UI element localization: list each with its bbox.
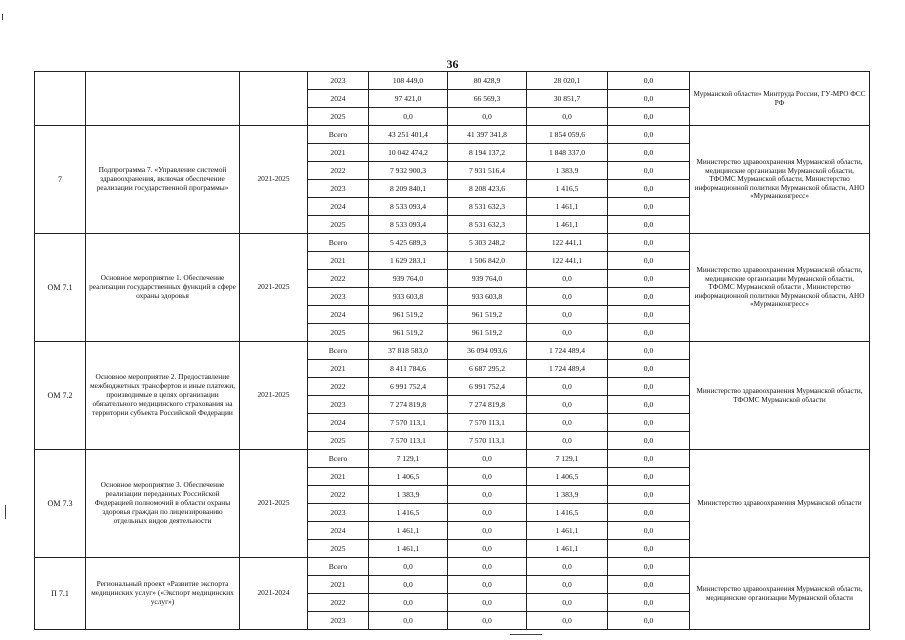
amount-cell-regional: 66 569,3	[448, 90, 527, 108]
year-cell: 2023	[308, 180, 369, 198]
year-cell: 2022	[308, 162, 369, 180]
amount-cell-total: 1 416,5	[369, 504, 448, 522]
year-cell: 2025	[308, 540, 369, 558]
amount-cell-total: 0,0	[369, 576, 448, 594]
year-cell: Всего	[308, 234, 369, 252]
amount-cell-total: 8 533 093,4	[369, 198, 448, 216]
amount-cell-regional: 5 303 248,2	[448, 234, 527, 252]
year-cell: 2023	[308, 288, 369, 306]
amount-cell-other: 0,0	[608, 198, 690, 216]
amount-cell-regional: 7 570 113,1	[448, 414, 527, 432]
year-cell: Всего	[308, 126, 369, 144]
year-cell: 2023	[308, 396, 369, 414]
amount-cell-regional: 0,0	[448, 468, 527, 486]
amount-cell-other: 0,0	[608, 342, 690, 360]
amount-cell-federal: 1 383,9	[527, 486, 608, 504]
amount-cell-federal: 0,0	[527, 414, 608, 432]
amount-cell-total: 8 533 093,4	[369, 216, 448, 234]
amount-cell-federal: 0,0	[527, 108, 608, 126]
measure-name: Подпрограмма 7. «Управление системой здравоохранения, включая обеспечение реализации государственной программы»	[86, 126, 240, 234]
amount-cell-other: 0,0	[608, 558, 690, 576]
year-cell: 2024	[308, 90, 369, 108]
amount-cell-federal: 1 406,5	[527, 468, 608, 486]
amount-cell-federal: 0,0	[527, 576, 608, 594]
year-cell: 2024	[308, 198, 369, 216]
year-cell: 2025	[308, 432, 369, 450]
amount-cell-regional: 6 991 752,4	[448, 378, 527, 396]
year-cell: 2022	[308, 594, 369, 612]
year-cell: 2021	[308, 468, 369, 486]
amount-cell-total: 961 519,2	[369, 306, 448, 324]
executors: Министерство здравоохранения Мурманской области, ТФОМС Мурманской области	[690, 342, 870, 450]
amount-cell-total: 108 449,0	[369, 72, 448, 90]
amount-cell-regional: 961 519,2	[448, 306, 527, 324]
amount-cell-federal: 0,0	[527, 558, 608, 576]
year-cell: 2022	[308, 486, 369, 504]
amount-cell-regional: 0,0	[448, 612, 527, 630]
table-row	[35, 72, 870, 90]
amount-cell-total: 1 383,9	[369, 486, 448, 504]
amount-cell-federal: 0,0	[527, 378, 608, 396]
year-cell: Всего	[308, 450, 369, 468]
implementation-period: 2021-2024	[240, 558, 308, 630]
measure-number: ОМ 7.3	[35, 450, 86, 558]
amount-cell-federal: 0,0	[527, 270, 608, 288]
amount-cell-other: 0,0	[608, 234, 690, 252]
year-cell: 2021	[308, 576, 369, 594]
executors: Министерство здравоохранения Мурманской области, медицинские организации Мурманской области, ТФОМС Мурманской области, Министерство информационной политики Мурманской области, АНО «Мурманконгресс»	[690, 126, 870, 234]
executors: Мурманской области» Минтруда России, ГУ-МРО ФСС РФ	[690, 72, 870, 126]
amount-cell-total: 1 406,5	[369, 468, 448, 486]
amount-cell-regional: 36 094 093,6	[448, 342, 527, 360]
table-row	[35, 234, 870, 252]
amount-cell-federal: 1 416,5	[527, 180, 608, 198]
amount-cell-other: 0,0	[608, 252, 690, 270]
amount-cell-federal: 1 461,1	[527, 198, 608, 216]
page-number: 36	[446, 57, 459, 71]
amount-cell-regional: 0,0	[448, 450, 527, 468]
year-cell: 2025	[308, 216, 369, 234]
amount-cell-total: 43 251 401,4	[369, 126, 448, 144]
amount-cell-other: 0,0	[608, 90, 690, 108]
year-cell: 2025	[308, 108, 369, 126]
amount-cell-other: 0,0	[608, 306, 690, 324]
amount-cell-other: 0,0	[608, 504, 690, 522]
amount-cell-regional: 7 274 819,8	[448, 396, 527, 414]
amount-cell-other: 0,0	[608, 360, 690, 378]
table-row	[35, 342, 870, 360]
amount-cell-total: 8 209 840,1	[369, 180, 448, 198]
measure-name: Региональный проект «Развитие экспорта медицинских услуг» («Экспорт медицинских услуг»)	[86, 558, 240, 630]
amount-cell-regional: 0,0	[448, 504, 527, 522]
funding-table	[34, 71, 870, 630]
amount-cell-other: 0,0	[608, 144, 690, 162]
amount-cell-total: 7 570 113,1	[369, 414, 448, 432]
scan-mark-top-left	[2, 14, 3, 20]
year-cell: 2024	[308, 414, 369, 432]
amount-cell-federal: 0,0	[527, 432, 608, 450]
amount-cell-regional: 80 428,9	[448, 72, 527, 90]
amount-cell-total: 10 042 474,2	[369, 144, 448, 162]
amount-cell-other: 0,0	[608, 522, 690, 540]
implementation-period: 2021-2025	[240, 342, 308, 450]
amount-cell-federal: 0,0	[527, 306, 608, 324]
amount-cell-regional: 8 531 632,3	[448, 216, 527, 234]
year-cell: Всего	[308, 342, 369, 360]
amount-cell-regional: 961 519,2	[448, 324, 527, 342]
amount-cell-regional: 0,0	[448, 594, 527, 612]
amount-cell-total: 1 461,1	[369, 522, 448, 540]
amount-cell-total: 8 411 784,6	[369, 360, 448, 378]
year-cell: 2023	[308, 612, 369, 630]
amount-cell-regional: 8 531 632,3	[448, 198, 527, 216]
amount-cell-other: 0,0	[608, 162, 690, 180]
amount-cell-other: 0,0	[608, 72, 690, 90]
scan-mark-left	[5, 505, 6, 519]
amount-cell-total: 7 932 900,3	[369, 162, 448, 180]
amount-cell-total: 1 629 283,1	[369, 252, 448, 270]
amount-cell-total: 7 274 819,8	[369, 396, 448, 414]
amount-cell-other: 0,0	[608, 126, 690, 144]
executors: Министерство здравоохранения Мурманской области, медицинские организации Мурманской области	[690, 558, 870, 630]
amount-cell-regional: 933 603,8	[448, 288, 527, 306]
amount-cell-other: 0,0	[608, 486, 690, 504]
amount-cell-federal: 0,0	[527, 288, 608, 306]
amount-cell-other: 0,0	[608, 576, 690, 594]
amount-cell-total: 7 129,1	[369, 450, 448, 468]
amount-cell-federal: 1 416,5	[527, 504, 608, 522]
amount-cell-federal: 1 724 489,4	[527, 360, 608, 378]
amount-cell-regional: 0,0	[448, 540, 527, 558]
amount-cell-federal: 1 848 337,0	[527, 144, 608, 162]
amount-cell-regional: 8 194 137,2	[448, 144, 527, 162]
amount-cell-federal: 1 724 489,4	[527, 342, 608, 360]
amount-cell-regional: 0,0	[448, 108, 527, 126]
implementation-period: 2021-2025	[240, 234, 308, 342]
amount-cell-federal: 0,0	[527, 396, 608, 414]
amount-cell-other: 0,0	[608, 378, 690, 396]
scan-mark-bottom	[510, 634, 542, 635]
amount-cell-total: 97 421,0	[369, 90, 448, 108]
table-row	[35, 126, 870, 144]
measure-name	[86, 72, 240, 126]
measure-number: 7	[35, 126, 86, 234]
year-cell: 2024	[308, 522, 369, 540]
executors: Министерство здравоохранения Мурманской области	[690, 450, 870, 558]
amount-cell-federal: 28 020,1	[527, 72, 608, 90]
amount-cell-total: 7 570 113,1	[369, 432, 448, 450]
amount-cell-total: 961 519,2	[369, 324, 448, 342]
measure-number	[35, 72, 86, 126]
year-cell: Всего	[308, 558, 369, 576]
amount-cell-regional: 0,0	[448, 576, 527, 594]
amount-cell-other: 0,0	[608, 396, 690, 414]
amount-cell-total: 0,0	[369, 594, 448, 612]
funding-table-body	[35, 72, 870, 630]
measure-name: Основное мероприятие 2. Предоставление межбюджетных трансфертов и иные платежи, производимые в целях организации обязательного медицинского страхования на территории субъекта Российской Федерации	[86, 342, 240, 450]
amount-cell-total: 6 991 752,4	[369, 378, 448, 396]
implementation-period: 2021-2025	[240, 126, 308, 234]
amount-cell-other: 0,0	[608, 432, 690, 450]
amount-cell-other: 0,0	[608, 468, 690, 486]
year-cell: 2023	[308, 72, 369, 90]
amount-cell-regional: 7 931 516,4	[448, 162, 527, 180]
year-cell: 2021	[308, 144, 369, 162]
year-cell: 2022	[308, 378, 369, 396]
amount-cell-total: 933 603,8	[369, 288, 448, 306]
amount-cell-total: 0,0	[369, 558, 448, 576]
amount-cell-other: 0,0	[608, 270, 690, 288]
amount-cell-federal: 0,0	[527, 612, 608, 630]
amount-cell-federal: 1 461,1	[527, 540, 608, 558]
amount-cell-total: 1 461,1	[369, 540, 448, 558]
amount-cell-total: 0,0	[369, 108, 448, 126]
amount-cell-other: 0,0	[608, 594, 690, 612]
amount-cell-regional: 7 570 113,1	[448, 432, 527, 450]
amount-cell-other: 0,0	[608, 414, 690, 432]
amount-cell-regional: 6 687 295,2	[448, 360, 527, 378]
measure-number: ОМ 7.2	[35, 342, 86, 450]
amount-cell-other: 0,0	[608, 450, 690, 468]
year-cell: 2024	[308, 306, 369, 324]
implementation-period	[240, 72, 308, 126]
amount-cell-total: 5 425 689,3	[369, 234, 448, 252]
amount-cell-regional: 8 208 423,6	[448, 180, 527, 198]
amount-cell-regional: 0,0	[448, 486, 527, 504]
amount-cell-other: 0,0	[608, 288, 690, 306]
amount-cell-federal: 7 129,1	[527, 450, 608, 468]
table-row	[35, 558, 870, 576]
measure-name: Основное мероприятие 1. Обеспечение реализации государственных функций в сфере охраны здоровья	[86, 234, 240, 342]
amount-cell-federal: 1 461,1	[527, 522, 608, 540]
amount-cell-regional: 1 506 842,0	[448, 252, 527, 270]
year-cell: 2022	[308, 270, 369, 288]
year-cell: 2021	[308, 360, 369, 378]
amount-cell-other: 0,0	[608, 108, 690, 126]
year-cell: 2023	[308, 504, 369, 522]
implementation-period: 2021-2025	[240, 450, 308, 558]
executors: Министерство здравоохранения Мурманской области, медицинские организации Мурманской области, ТФОМС Мурманской области , Министерство информационной политики Мурманской области, АНО «Мурманконгресс»	[690, 234, 870, 342]
amount-cell-regional: 41 397 341,8	[448, 126, 527, 144]
amount-cell-other: 0,0	[608, 612, 690, 630]
amount-cell-regional: 0,0	[448, 522, 527, 540]
amount-cell-federal: 0,0	[527, 324, 608, 342]
amount-cell-federal: 0,0	[527, 594, 608, 612]
amount-cell-federal: 1 383,9	[527, 162, 608, 180]
amount-cell-other: 0,0	[608, 180, 690, 198]
amount-cell-total: 939 764,0	[369, 270, 448, 288]
amount-cell-federal: 30 851,7	[527, 90, 608, 108]
year-cell: 2025	[308, 324, 369, 342]
measure-name: Основное мероприятие 3. Обеспечение реализации переданных Российской Федерацией полномочий в области охраны здоровья граждан по лицензированию отдельных видов деятельности	[86, 450, 240, 558]
measure-number: ОМ 7.1	[35, 234, 86, 342]
amount-cell-other: 0,0	[608, 324, 690, 342]
amount-cell-total: 37 818 583,0	[369, 342, 448, 360]
measure-number: П 7.1	[35, 558, 86, 630]
table-row	[35, 450, 870, 468]
amount-cell-federal: 122 441,1	[527, 252, 608, 270]
year-cell: 2021	[308, 252, 369, 270]
amount-cell-federal: 1 461,1	[527, 216, 608, 234]
amount-cell-federal: 122 441,1	[527, 234, 608, 252]
amount-cell-other: 0,0	[608, 216, 690, 234]
amount-cell-federal: 1 854 059,6	[527, 126, 608, 144]
amount-cell-other: 0,0	[608, 540, 690, 558]
amount-cell-regional: 939 764,0	[448, 270, 527, 288]
amount-cell-regional: 0,0	[448, 558, 527, 576]
amount-cell-total: 0,0	[369, 612, 448, 630]
